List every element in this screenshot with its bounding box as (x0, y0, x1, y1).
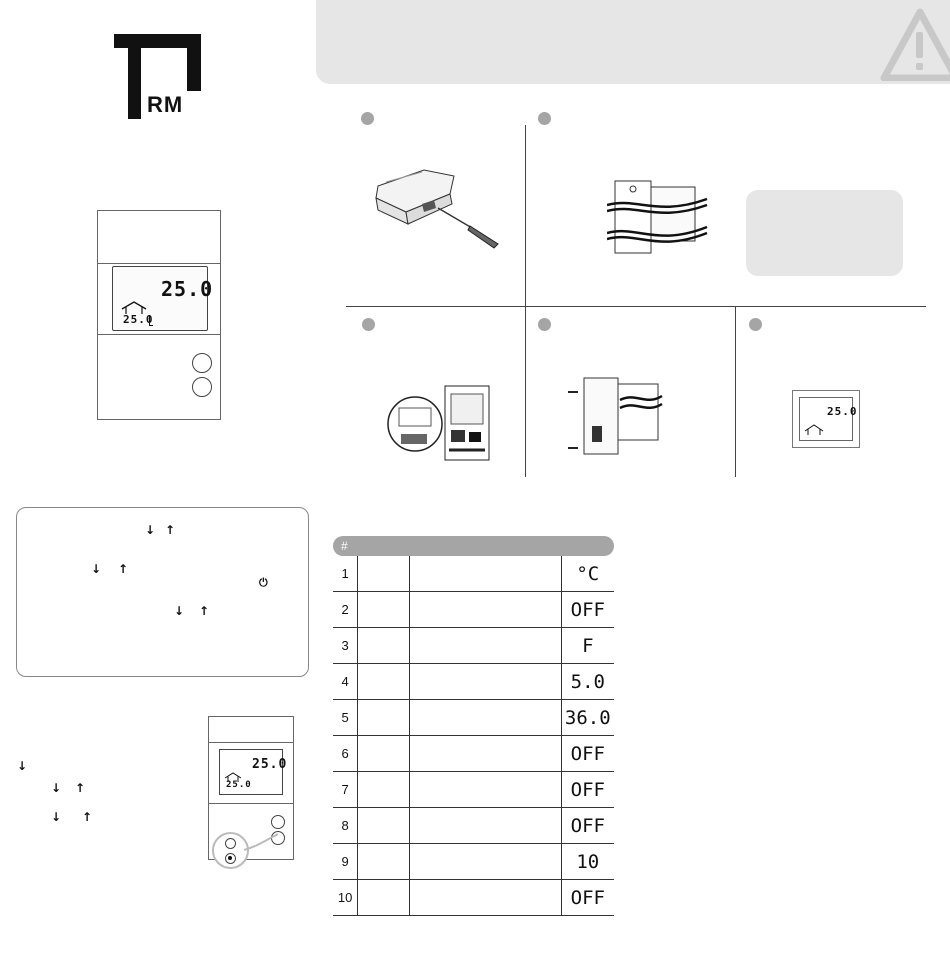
table-row (333, 628, 614, 664)
row-number: 2 (333, 592, 358, 628)
arrow-down-icon: ↓ (145, 523, 156, 537)
final-home-icon (804, 424, 824, 436)
warning-icon (880, 6, 950, 81)
thermostat-button-down[interactable] (192, 377, 212, 397)
reset-button-up[interactable] (271, 815, 285, 829)
table-row (333, 808, 614, 844)
row-parameter (358, 736, 409, 772)
row-number: 8 (333, 808, 358, 844)
row-number: 1 (333, 556, 358, 592)
thermostat-device (97, 210, 221, 420)
row-parameter (358, 628, 409, 664)
row-display-value: F (561, 628, 614, 664)
row-display-value: OFF (561, 592, 614, 628)
row-display-value: 5.0 (561, 664, 614, 700)
row-description (409, 700, 561, 736)
final-display-lcd (799, 397, 858, 441)
row-display-value: OFF (561, 880, 614, 916)
parameter-table (333, 536, 614, 916)
row-description (409, 880, 561, 916)
row-number: 7 (333, 772, 358, 808)
row-display-value: OFF (561, 808, 614, 844)
row-parameter (358, 700, 409, 736)
arrow-up-icon: ↑ (75, 781, 86, 795)
row-number: 10 (333, 880, 358, 916)
grid-divider-horizontal (346, 306, 926, 307)
instructions-box (16, 507, 309, 677)
row-description (409, 664, 561, 700)
table-row (333, 664, 614, 700)
thermostat-lcd (112, 266, 214, 331)
step-marker-1 (361, 112, 374, 125)
arrow-down-icon: ↓ (17, 759, 28, 773)
row-display-value: OFF (561, 736, 614, 772)
row-description (409, 772, 561, 808)
final-display-frame (792, 390, 860, 448)
row-parameter (358, 880, 409, 916)
reset-dot (228, 856, 232, 860)
power-icon: ⏻ (259, 576, 268, 589)
reset-button-top[interactable] (225, 838, 236, 849)
row-display-value: °C (561, 556, 614, 592)
row-display-value: OFF (561, 772, 614, 808)
thermostat-button-up[interactable] (192, 353, 212, 373)
final-display-temp: 25.0 (827, 405, 858, 418)
arrow-up-icon: ↑ (82, 810, 93, 824)
row-display-value: 10 (561, 844, 614, 880)
row-description (409, 736, 561, 772)
warning-banner (316, 0, 950, 84)
reset-lcd-main-temp: 25.0 (252, 757, 288, 772)
row-description (409, 808, 561, 844)
arrow-up-icon: ↑ (118, 562, 129, 576)
arrow-up-icon: ↑ (199, 604, 210, 618)
row-parameter (358, 592, 409, 628)
table-row (333, 556, 614, 592)
table-row (333, 736, 614, 772)
illustration-wiring (607, 177, 717, 257)
logo-text: RM (147, 92, 184, 117)
step-marker-2 (538, 112, 551, 125)
row-parameter (358, 556, 409, 592)
row-number: 9 (333, 844, 358, 880)
table-row (333, 880, 614, 916)
row-description (409, 628, 561, 664)
arrow-down-icon: ↓ (51, 781, 62, 795)
step-marker-5 (749, 318, 762, 331)
step-marker-3 (362, 318, 375, 331)
row-parameter (358, 808, 409, 844)
row-number: 3 (333, 628, 358, 664)
arrow-up-icon: ↑ (165, 523, 176, 537)
row-description (409, 592, 561, 628)
arrow-down-icon: ↓ (51, 810, 62, 824)
illustration-open-device (372, 164, 507, 250)
table-row (333, 844, 614, 880)
lcd-main-temp: 25.0 (161, 277, 214, 301)
row-description (409, 844, 561, 880)
reset-leader-line (244, 830, 284, 852)
lcd-bracket (149, 315, 153, 326)
row-parameter (358, 844, 409, 880)
row-parameter (358, 664, 409, 700)
table-row (333, 772, 614, 808)
table-header: # (333, 536, 614, 556)
table-row (333, 592, 614, 628)
arrow-down-icon: ↓ (174, 604, 185, 618)
illustration-terminal (387, 380, 492, 466)
brand-logo (114, 34, 201, 119)
step-marker-4 (538, 318, 551, 331)
illustration-mounting (566, 376, 666, 458)
grid-divider-vertical-2 (735, 307, 736, 477)
arrow-down-icon: ↓ (91, 562, 102, 576)
lcd-set-temp: 25.0 (123, 313, 154, 326)
wiring-note-box (746, 190, 903, 276)
row-parameter (358, 772, 409, 808)
row-description (409, 556, 561, 592)
row-number: 5 (333, 700, 358, 736)
grid-divider-vertical-1 (525, 125, 526, 477)
table-row (333, 700, 614, 736)
row-number: 4 (333, 664, 358, 700)
reset-lcd-set-temp: 25.0 (226, 780, 252, 790)
reset-device-lcd (219, 749, 288, 795)
row-number: 6 (333, 736, 358, 772)
row-display-value: 36.0 (561, 700, 614, 736)
